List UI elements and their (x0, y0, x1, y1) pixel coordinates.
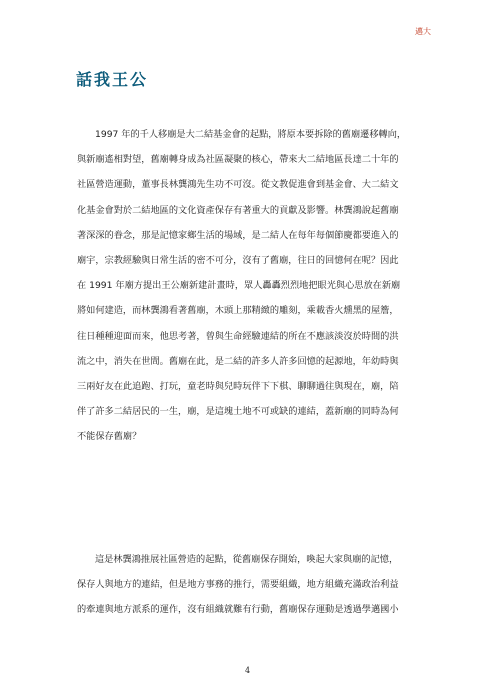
paragraph-2 (77, 547, 421, 623)
paragraph-line: 將如何建造，而林龔鴻看著舊廟，木頭上那精緻的雕刻，乘載香火燻黑的屋簷， (77, 305, 399, 317)
paragraph-line: 在 1991 年廟方提出王公廟新建計畫時，眾人轟轟烈烈地把眼光與心思放在新廟 (77, 280, 401, 292)
paragraph-line: 與新廟遙相對望，舊廟轉身成為社區凝聚的核心，帶來大二結地區長達二十年的 (77, 154, 399, 166)
paragraph-line: 這是林龔鴻推展社區營造的起點，從舊廟保存開始，喚起大家與廟的記憶， (95, 554, 399, 565)
paragraph-line: 社區營造運動，董事長林龔鴻先生功不可沒。從文教促進會到基金會、大二結文 (77, 179, 399, 191)
paragraph-line: 保存人與地方的連結，但是地方事務的推行，需要組織，地方組織充滿政治利益 (77, 579, 399, 591)
paragraph-line: 往日種種迎面而來，他思考著，曾與生命經驗連結的所在不應該淡沒於時間的洪 (77, 330, 399, 342)
paragraph-1 (77, 122, 421, 450)
paragraph-line: 廟宇，宗教經驗與日常生活的密不可分，沒有了舊廟，往日的回憶何在呢？因此 (77, 255, 399, 267)
paragraph-line: 化基金會對於二結地區的文化資產保存有著重大的貢獻及影響。林龔鴻說起舊廟 (77, 204, 399, 216)
paragraph-line: 流之中，消失在世間。舊廟在此，是二結的許多人許多回憶的起源地，年幼時與 (77, 355, 399, 367)
page-number: 4 (244, 666, 251, 675)
paragraph-line: 1997 年的千人移廟是大二結基金會的起點，將原本要拆除的舊廟遷移轉向， (95, 129, 407, 140)
paragraph-line: 三兩好友在此追跑、打玩，童老時與兒時玩伴下下棋、聊聊過往與現在，廟，陪 (77, 381, 399, 393)
paragraph-line: 的牽連與地方派系的運作，沒有組織就難有行動，舊廟保存運動是透過學邁國小 (77, 604, 399, 616)
paragraph-line: 伴了許多二結居民的一生，廟，是這塊土地不可或缺的連結，蓋新廟的同時為何 (77, 406, 399, 418)
paragraph-line: 著深深的眷念，那是記憶家鄉生活的場域，是二結人在每年每個節慶都要進入的 (77, 229, 399, 241)
paragraph-line: 不能保存舊廟？ (77, 431, 142, 443)
section-heading: 話我王公 (76, 70, 149, 89)
header-tag: 邁大 (415, 27, 431, 36)
